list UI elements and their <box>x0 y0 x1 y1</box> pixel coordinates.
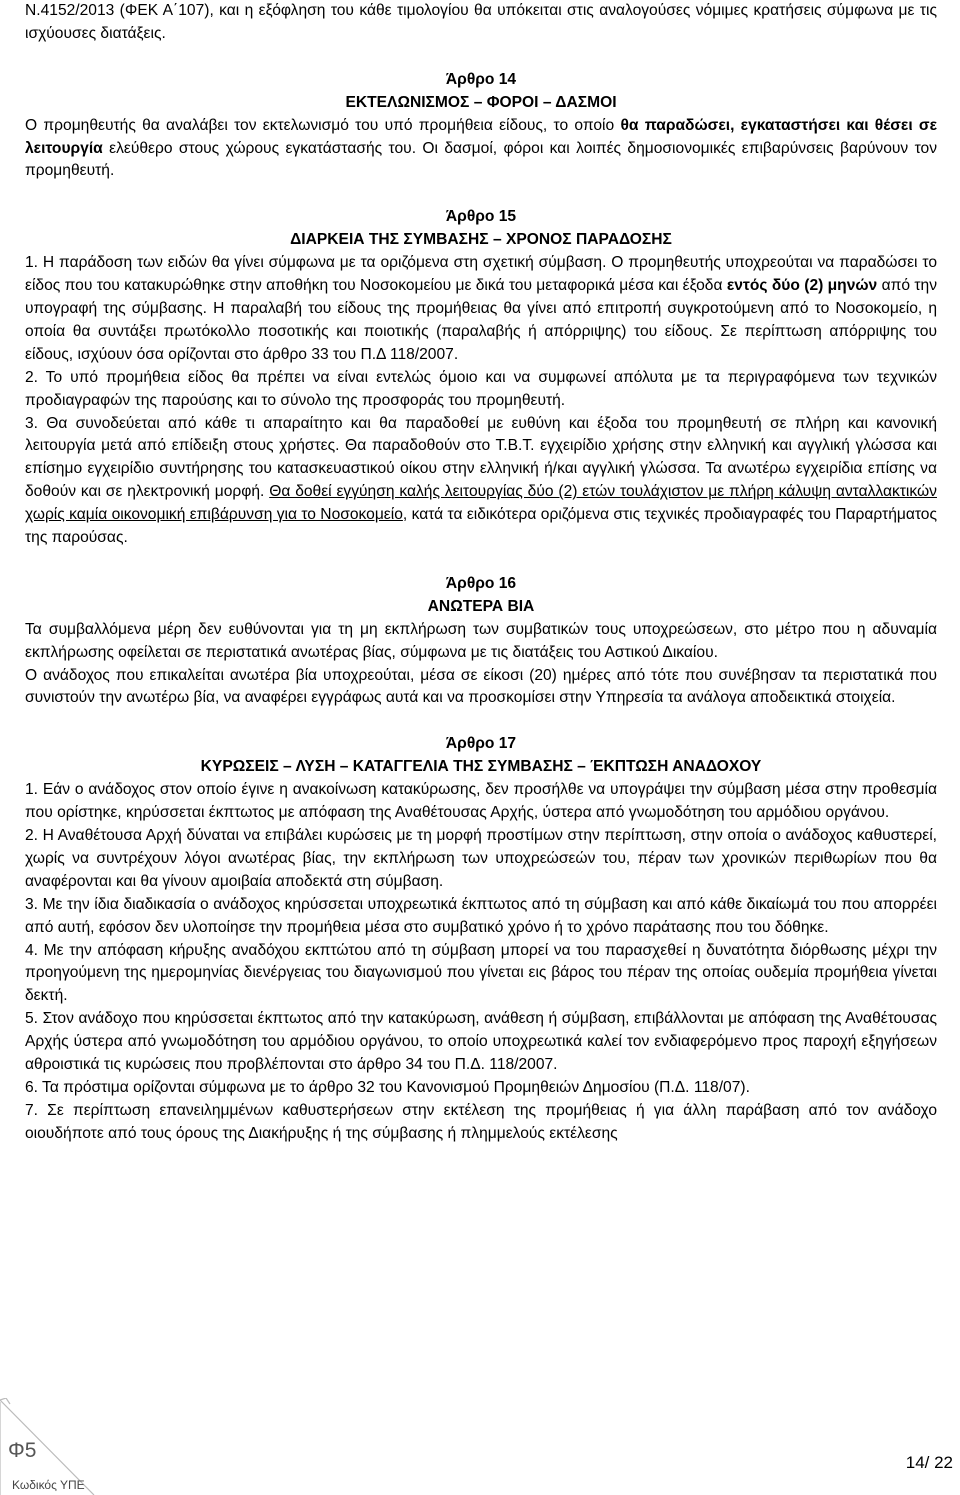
article-17-paragraph-6: 6. Τα πρόστιμα ορίζονται σύμφωνα με το άρθρο 32 του Κανονισμού Προμηθειών Δημοσίου (Π.Δ. 118/07). <box>25 1078 750 1096</box>
article-15-paragraph-3 <box>25 413 937 550</box>
article-16-title: Άρθρο 16 <box>445 574 517 592</box>
article-14-paragraph <box>25 115 937 184</box>
article-17-title: Άρθρο 17 <box>445 735 517 753</box>
article-16-subtitle: ΑΝΩΤΕΡΑ ΒΙΑ <box>427 597 535 615</box>
article-15-subtitle: ΔΙΑΡΚΕΙΑ ΤΗΣ ΣΥΜΒΑΣΗΣ – ΧΡΟΝΟΣ ΠΑΡΑΔΟΣΗΣ <box>290 231 672 249</box>
article-14-bold: θα παραδώσει, εγκαταστήσει και θέσει σε λειτουργία <box>25 116 937 157</box>
article-17-subtitle: ΚΥΡΩΣΕΙΣ – ΛΥΣΗ – ΚΑΤΑΓΓΕΛΙΑ ΤΗΣ ΣΥΜΒΑΣΗΣ – ΈΚΠΤΩΣΗ ΑΝΑΔΟΧΟΥ <box>200 758 762 776</box>
a15-p1a: 1. Η παράδοση των ειδών θα γίνει σύμφωνα με τα οριζόμενα στη σχετική σύμβαση. Ο προμηθευτής υποχρεούται να παραδώσει το είδος που του κατακυρώθηκε στην αποθήκη του Νοσοκομείου με δικά του μεταφορικά μέσα και έξοδα <box>25 254 937 295</box>
article-17-paragraph-5: 5. Στον ανάδοχο που κηρύσσεται έκπτωτος από την κατακύρωση, ανάθεση ή σύμβαση, επιβάλλονται με απόφαση της Αναθέτουσας Αρχής ύστερα από γνωμοδότηση του αρμόδιου οργάνου, το οποίο υποχρεωτικά καλεί τον ενδιαφερόμενο προς παροχή εξηγήσεων αθροιστικά τις κυρώσεις που προβλέπονται στο άρθρο 34 του Π.Δ. 118/2007. <box>25 1010 937 1074</box>
a15-p1c: από την υπογραφή της σύμβασης. Η παραλαβή του είδους της προμήθειας θα γίνει από επιτροπή συγκροτούμενη από το Νοσοκομείο, η οποία θα συντάξει πρωτόκολλο ποσοτικής και ποιοτικής (παραλαβής ή απόρριψης) του είδους. Σε περίπτωση απόρριψης του είδους, ισχύουν όσα ορίζονται στο άρθρο 33 του Π.Δ 118/2007. <box>25 277 937 363</box>
intro-paragraph <box>25 0 937 46</box>
article-16-paragraph-1: Τα συμβαλλόμενα μέρη δεν ευθύνονται για τη μη εκπλήρωση των συμβατικών τους υποχρεώσεων, στο μέτρο που η αδυναμία εκπλήρωσης οφείλεται σε περιστατικά ανωτέρας βίας, σύμφωνα με τις διατάξεις του Αστικού Δικαίου. <box>25 620 937 661</box>
article-14-text-2: ελεύθερο στους χώρους εγκατάστασής του. Οι δασμοί, φόροι και λοιπές δημοσιονομικές επιβαρύνσεις βαρύνουν τον προμηθευτή. <box>25 139 937 180</box>
a15-p3a: 3. Θα συνοδεύεται από κάθε τι απαραίτητο και θα παραδοθεί με ευθύνη και έξοδα του προμηθευτή σε πλήρη και κανονική λειτουργία μετά από επίδειξη στους χρήστες. Θα παραδοθούν στο Τ.Β.Τ. εγχειρίδιο χρήσης στην ελληνική και αγγλική γλώσσα και επίσημο εγχειρίδιο συντήρησης του κατασκευαστικού οίκου στην ελληνική ή/και αγγλική γλώσσα. Τα ανωτέρω εγχειρίδια επίσης να δοθούν και σε ηλεκτρονική μορφή. <box>25 414 937 501</box>
intro-text: Ν.4152/2013 (ΦΕΚ Α΄107), και η εξόφληση του κάθε τιμολογίου θα υπόκειται στις αναλογούσες νόμιμες κρατήσεις σύμφωνα με τις ισχύουσες διατάξεις. <box>25 2 937 42</box>
document-page <box>25 0 937 1146</box>
article-17-paragraph-1: 1. Εάν ο ανάδοχος στον οποίο έγινε η ανακοίνωση κατακύρωσης, δεν προσήλθε να υπογράψει την σύμβαση μέσα στην προθεσμία που ορίστηκε, κηρύσσεται έκπτωτος με απόφαση της Αναθέτουσας Αρχής, ύστερα από γνωμοδότηση του αρμόδιου οργάνου. <box>25 781 937 822</box>
a15-p3c: , κατά τα ειδικότερα οριζόμενα στις τεχνικές προδιαγραφές του Παραρτήματος της παρούσας. <box>25 506 937 547</box>
page-number: 14/ 22 <box>905 1453 953 1472</box>
logo-label: Κωδικός ΥΠΕ <box>12 1478 85 1492</box>
article-14-subtitle: ΕΚΤΕΛΩΝΙΣΜΟΣ – ΦΟΡΟΙ – ΔΑΣΜΟΙ <box>345 93 617 111</box>
logo-code: Φ5 <box>8 1439 37 1462</box>
article-15-title: Άρθρο 15 <box>445 208 517 226</box>
article-14-text-1: Ο προμηθευτής θα αναλάβει τον εκτελωνισμό του υπό προμήθεια είδους, το οποίο <box>25 116 621 134</box>
article-17-paragraph-7: 7. Σε περίπτωση επανειλημμένων καθυστερήσεων στην εκτέλεση της προμήθειας ή για άλλη παράβαση από τον ανάδοχο οιουδήποτε από τους όρους της Διακήρυξης ή της σύμβασης ή πλημμελούς εκτέλεσης <box>25 1101 937 1142</box>
article-17-paragraph-2: 2. Η Αναθέτουσα Αρχή δύναται να επιβάλει κυρώσεις με τη μορφή προστίμων στην περίπτωση, στην οποία ο ανάδοχος καθυστερεί, χωρίς να συντρέχουν λόγοι ανωτέρας βίας, την εκπλήρωση των υποχρεώσεών του, πέραν των χρονικών περιθωρίων που θα αναφέρονται και θα γίνουν αμοιβαία αποδεκτά στη σύμβαση. <box>25 827 937 890</box>
article-17-paragraph-4: 4. Με την απόφαση κήρυξης αναδόχου εκπτώτου από τη σύμβαση μπορεί να του παρασχεθεί η δυνατότητα διόρθωσης μέχρι την προηγούμενη της ημερομηνίας διενέργειας του διαγωνισμού που γίνεται εις βάρος του πέραν της οποίας ουδεμία προμήθεια γίνεται δεκτή. <box>25 941 937 1005</box>
a15-p1b: εντός δύο (2) μηνών <box>726 277 878 295</box>
article-16-paragraph-2: Ο ανάδοχος που επικαλείται ανωτέρα βία υποχρεούται, μέσα σε είκοσι (20) ημέρες από τότε που συνέβησαν τα περιστατικά που συνιστούν την ανωτέρω βία, να αναφέρει εγγράφως αυτά και να προσκομίσει στην Υπηρεσία τα ανάλογα αποδεικτικά στοιχεία. <box>25 666 937 707</box>
article-17-paragraph-3: 3. Με την ίδια διαδικασία ο ανάδοχος κηρύσσεται υποχρεωτικά έκπτωτος από τη σύμβαση και από κάθε δικαίωμά του που απορρέει από αυτή, εφόσον δεν υλοποίησε την προμήθεια μέσα στο συμβατικό χρόνο ή το χρόνο παράτασης που του δόθηκε. <box>25 895 937 936</box>
a15-p3-warranty: Θα δοθεί εγγύηση καλής λειτουργίας δύο (2) ετών τουλάχιστον με πλήρη κάλυψη ανταλλακτικών χωρίς καμία οικονομική επιβάρυνση για το Νοσοκομείο <box>25 483 937 524</box>
article-15-paragraph-2: 2. Το υπό προμήθεια είδος θα πρέπει να είναι εντελώς όμοιο και να συμφωνεί απόλυτα με τα περιγραφόμενα των τεχνικών προδιαγραφών της παρούσης και το σύνολο της προσφοράς του προμηθευτή. <box>25 368 937 409</box>
article-15-paragraph-1 <box>25 252 937 367</box>
article-14-title: Άρθρο 14 <box>445 70 517 88</box>
